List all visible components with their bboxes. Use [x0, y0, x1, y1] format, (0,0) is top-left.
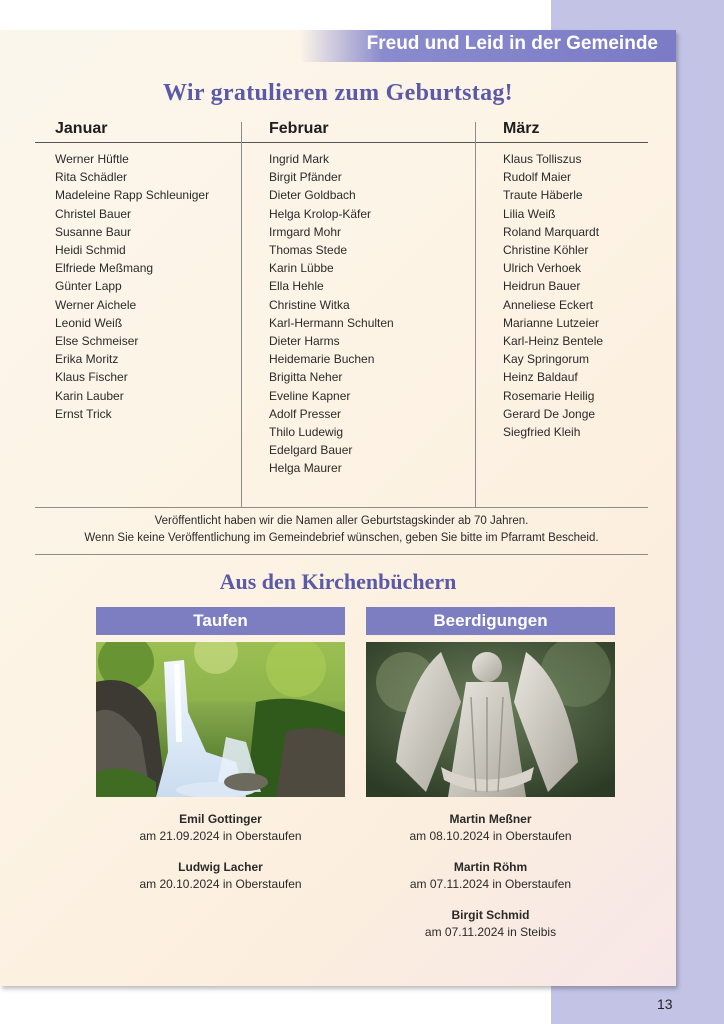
name-item: Klaus Tolliszus	[503, 152, 582, 166]
name-item: Werner Hüftle	[55, 152, 129, 166]
notice-line: Wenn Sie keine Veröffentlichung im Gemeindebrief wünschen, geben Sie bitte im Pfarramt Bescheid.	[84, 532, 599, 544]
name-item: Helga Krolop-Käfer	[269, 206, 372, 221]
name-item: Edelgard Bauer	[269, 443, 353, 458]
waterfall-photo	[96, 642, 345, 797]
name-item: Christine Witka	[269, 297, 350, 312]
beerdigungen-section	[366, 607, 615, 955]
birthday-heading: Wir gratulieren zum Geburtstag!	[163, 80, 513, 106]
angel-statue-photo	[366, 642, 615, 797]
name-item: Ingrid Mark	[269, 152, 330, 166]
beerdigungen-entry	[366, 907, 615, 941]
name-list	[242, 150, 475, 478]
entry-name: Birgit Schmid	[451, 908, 530, 922]
church-records-heading: Aus den Kirchenbüchern	[219, 569, 457, 594]
column-divider	[475, 122, 476, 507]
entry-detail: am 07.11.2024 in Steibis	[424, 925, 557, 939]
name-item: Christine Köhler	[503, 243, 589, 258]
name-item: Karin Lübbe	[269, 261, 334, 276]
beerdigungen-entry	[366, 811, 615, 845]
notice-line: Veröffentlicht haben wir die Namen aller Geburtstagskinder ab 70 Jahren.	[154, 515, 529, 527]
name-item: Leonid Weiß	[55, 315, 123, 330]
divider-line	[35, 554, 648, 555]
beerdigungen-entry	[366, 859, 615, 893]
name-item: Thilo Ludewig	[269, 425, 344, 440]
name-list	[35, 150, 241, 423]
name-item: Heidrun Bauer	[503, 279, 581, 294]
name-item: Heidi Schmid	[55, 243, 126, 258]
beerdigungen-entries	[366, 811, 615, 941]
section-title: Freud und Leid in der Gemeinde	[366, 33, 658, 54]
taufen-entry	[96, 811, 345, 845]
name-item: Brigitta Neher	[269, 370, 343, 385]
entry-detail: am 08.10.2024 in Oberstaufen	[409, 829, 572, 843]
name-item: Heinz Baldauf	[503, 370, 578, 385]
entry-detail: am 07.11.2024 in Oberstaufen	[409, 877, 572, 891]
name-item: Ulrich Verhoek	[503, 261, 582, 276]
name-item: Susanne Baur	[55, 224, 132, 239]
month-column-februar	[242, 120, 475, 478]
name-item: Anneliese Eckert	[503, 297, 594, 312]
taufen-entry	[96, 859, 345, 893]
entry-name: Emil Gottinger	[179, 812, 262, 826]
beerdigungen-banner: Beerdigungen	[366, 607, 615, 635]
name-item: Erika Moritz	[55, 352, 119, 367]
entry-name: Martin Meßner	[449, 812, 532, 826]
name-item: Elfriede Meßmang	[55, 261, 154, 276]
taufen-entries	[96, 811, 345, 893]
name-item: Else Schmeiser	[55, 334, 139, 349]
name-item: Siegfried Kleih	[503, 425, 581, 440]
month-heading: März	[476, 120, 648, 143]
name-item: Roland Marquardt	[503, 224, 600, 239]
name-item: Günter Lapp	[55, 279, 122, 294]
name-list	[476, 150, 648, 441]
month-column-maerz	[476, 120, 648, 441]
name-item: Klaus Fischer	[55, 370, 128, 385]
taufen-banner: Taufen	[96, 607, 345, 635]
name-item: Lilia Weiß	[503, 206, 556, 221]
name-item: Rosemarie Heilig	[503, 388, 595, 403]
column-divider	[241, 122, 242, 507]
divider-line	[35, 507, 648, 508]
page-number: 13	[657, 996, 673, 1012]
name-item: Thomas Stede	[269, 243, 348, 258]
name-item: Marianne Lutzeier	[503, 315, 600, 330]
month-heading: Januar	[35, 120, 241, 143]
name-item: Dieter Goldbach	[269, 188, 356, 203]
name-item: Karl-Heinz Bentele	[503, 334, 604, 349]
name-item: Rudolf Maier	[503, 170, 572, 185]
name-item: Ernst Trick	[55, 406, 112, 421]
name-item: Karl-Hermann Schulten	[269, 315, 394, 330]
name-item: Ella Hehle	[269, 279, 324, 294]
entry-name: Martin Röhm	[453, 860, 528, 874]
name-item: Adolf Presser	[269, 406, 342, 421]
entry-detail: am 21.09.2024 in Oberstaufen	[139, 829, 302, 843]
taufen-section	[96, 607, 345, 907]
name-item: Birgit Pfänder	[269, 170, 342, 185]
month-column-januar	[35, 120, 241, 423]
name-item: Dieter Harms	[269, 334, 340, 349]
name-item: Madeleine Rapp Schleuniger	[55, 188, 210, 203]
entry-name: Ludwig Lacher	[178, 860, 263, 874]
month-heading: Februar	[242, 120, 475, 143]
entry-detail: am 20.10.2024 in Oberstaufen	[139, 877, 302, 891]
name-item: Traute Häberle	[503, 188, 583, 203]
name-item: Christel Bauer	[55, 206, 132, 221]
name-item: Werner Aichele	[55, 297, 137, 312]
name-item: Rita Schädler	[55, 170, 128, 185]
name-item: Helga Maurer	[269, 461, 342, 476]
name-item: Kay Springorum	[503, 352, 590, 367]
name-item: Karin Lauber	[55, 388, 124, 403]
name-item: Heidemarie Buchen	[269, 352, 375, 367]
name-item: Irmgard Mohr	[269, 224, 342, 239]
section-banner	[300, 30, 676, 62]
name-item: Eveline Kapner	[269, 388, 351, 403]
name-item: Gerard De Jonge	[503, 406, 596, 421]
